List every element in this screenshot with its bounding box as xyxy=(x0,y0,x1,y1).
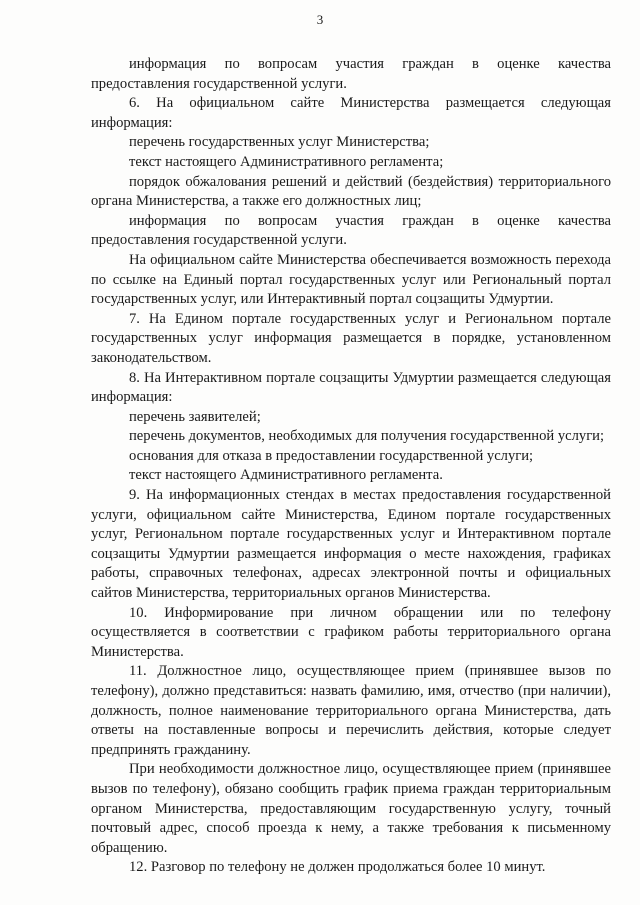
paragraph: 9. На информационных стендах в местах предоставления государственной услуги, официальном сайте Министерства, Едином портале государственных услуг, Региональном портале государственных услуг и Интерактивном портале соцзащиты Удмуртии размещается информация о месте нахождения, графиках работы, справочных телефонах, адресах электронной почты и официальных сайтов Министерства, территориальных органов Министерства. xyxy=(91,487,611,602)
paragraph: На официальном сайте Министерства обеспечивается возможность перехода по ссылке на Единый портал государственных услуг или Региональный портал государственных услуг, или Интерактивный портал соцзащиты Удмуртии. xyxy=(91,251,611,308)
list-item: основания для отказа в предоставлении государственной услуги; xyxy=(129,447,534,464)
paragraph: порядок обжалования решений и действий (бездействия) территориального органа Министерства, а также его должностных лиц; xyxy=(91,173,611,210)
paragraph: 7. На Едином портале государственных услуг и Региональном портале государственных услуг информация размещается в порядке, установленном законодательством. xyxy=(91,310,611,366)
paragraph: 12. Разговор по телефону не должен продолжаться более 10 минут. xyxy=(129,859,546,876)
paragraph: информация по вопросам участия граждан в оценке качества предоставления государственной услуги. xyxy=(91,56,611,92)
list-item: текст настоящего Административного регламента; xyxy=(129,153,444,170)
paragraph: 8. На Интерактивном портале соцзащиты Удмуртии размещается следующая информация: xyxy=(91,369,611,406)
list-item: перечень заявителей; xyxy=(129,408,261,425)
paragraph: 10. Информирование при личном обращении или по телефону осуществляется в соответствии с графиком работы территориального органа Министерства. xyxy=(91,604,611,660)
page-number: 3 xyxy=(316,12,324,27)
document-body xyxy=(91,55,611,878)
list-item: перечень государственных услуг Министерства; xyxy=(129,134,430,151)
paragraph: 11. Должностное лицо, осуществляющее прием (принявшее вызов по телефону), должно представиться: назвать фамилию, имя, отчество (при наличии), должность, полное наименование территориального органа Министерства, дать ответы на поставленные вопросы и перечислить действия, которые следует предпринять гражданину. xyxy=(91,663,611,758)
paragraph: информация по вопросам участия граждан в оценке качества предоставления государственной услуги. xyxy=(91,212,611,249)
paragraph: При необходимости должностное лицо, осуществляющее прием (принявшее вызов по телефону), обязано сообщить график приема граждан территориальным органом Министерства, предоставляющим государственную услугу, точный почтовый адрес, способ проезда к нему, а также требования к письменному обращению. xyxy=(91,761,611,856)
paragraph: перечень документов, необходимых для получения государственной услуги; xyxy=(129,428,605,445)
paragraph: 6. На официальном сайте Министерства размещается следующая информация: xyxy=(91,95,611,131)
list-item: текст настоящего Административного регламента. xyxy=(129,467,443,484)
